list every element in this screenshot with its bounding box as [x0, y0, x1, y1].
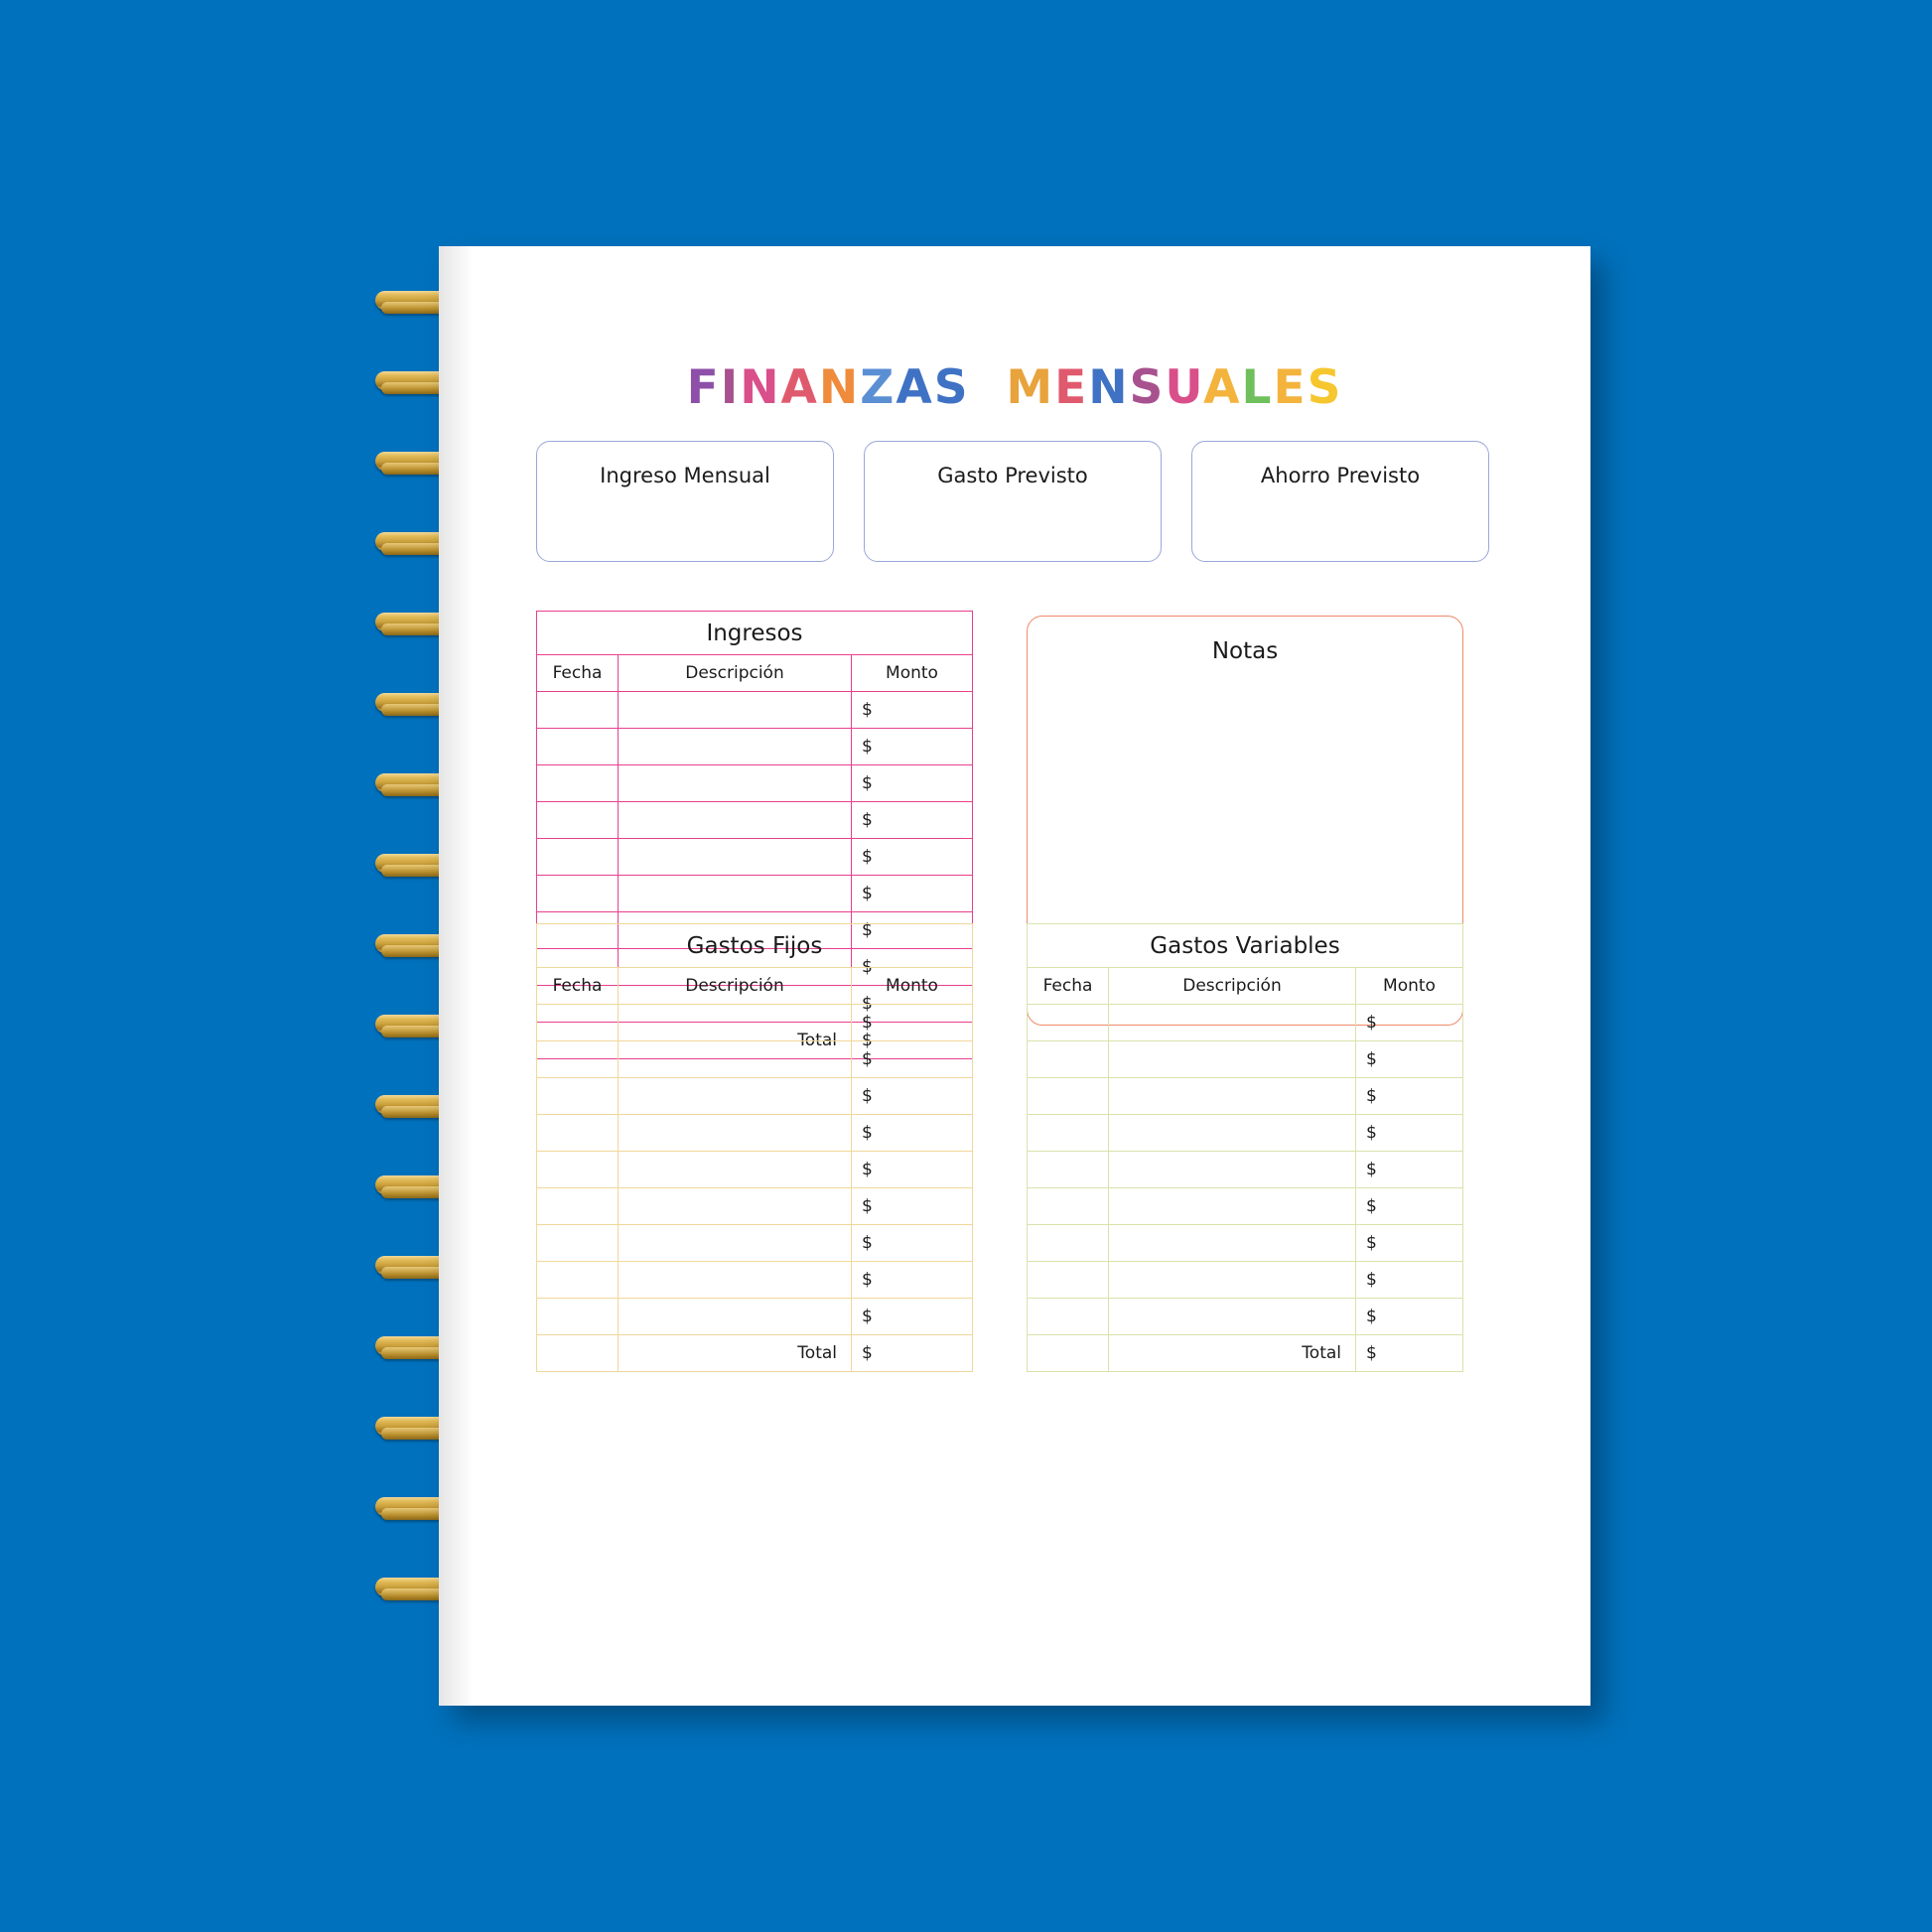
- table-row: [1028, 1188, 1463, 1225]
- cell-fecha[interactable]: [1028, 1188, 1109, 1225]
- total-label: Total: [1109, 1335, 1356, 1372]
- table-row: [1028, 1262, 1463, 1299]
- cell-monto[interactable]: $: [852, 1041, 973, 1078]
- title-letter: [970, 360, 1007, 415]
- cell-fecha[interactable]: [537, 1299, 619, 1335]
- cell-monto[interactable]: $: [852, 729, 973, 765]
- cell-monto[interactable]: $: [852, 839, 973, 876]
- notes-title: Notas: [1211, 638, 1279, 664]
- cell-monto[interactable]: $: [852, 802, 973, 839]
- cell-monto[interactable]: $: [852, 765, 973, 802]
- table-row: [537, 1262, 973, 1299]
- title-letter: S: [1307, 360, 1343, 415]
- column-header-monto: Monto: [852, 968, 973, 1005]
- table-gastos-variables: [1027, 923, 1463, 1372]
- table-row: [1028, 1115, 1463, 1152]
- table-ingresos-title: Ingresos: [536, 611, 973, 654]
- cell-descripcion[interactable]: [619, 1299, 852, 1335]
- table-row: [537, 1005, 973, 1041]
- cell-monto[interactable]: $: [1356, 1115, 1463, 1152]
- cell-descripcion[interactable]: [619, 765, 852, 802]
- table-row: [537, 1299, 973, 1335]
- column-header-monto: Monto: [1356, 968, 1463, 1005]
- table-gastos-variables-title: Gastos Variables: [1027, 923, 1463, 967]
- cell-fecha[interactable]: [537, 692, 619, 729]
- cell-monto[interactable]: $: [852, 949, 973, 986]
- cell-monto[interactable]: $: [1356, 1005, 1463, 1041]
- table-row: [1028, 1078, 1463, 1115]
- title-letter: F: [686, 360, 721, 415]
- cell-fecha[interactable]: [537, 802, 619, 839]
- cell-monto[interactable]: $: [852, 1188, 973, 1225]
- cell-monto[interactable]: $: [852, 1078, 973, 1115]
- cell-fecha[interactable]: [1028, 1225, 1109, 1262]
- cell-descripcion[interactable]: [619, 802, 852, 839]
- cell-descripcion[interactable]: [619, 1078, 852, 1115]
- cell-monto[interactable]: $: [1356, 1152, 1463, 1188]
- cell-fecha[interactable]: [1028, 1262, 1109, 1299]
- table-row: [537, 729, 973, 765]
- cell-descripcion[interactable]: [619, 1041, 852, 1078]
- cell-descripcion[interactable]: [1109, 1188, 1356, 1225]
- title-letter: N: [1088, 360, 1130, 415]
- cell-monto[interactable]: $: [852, 1005, 973, 1041]
- page-title: [439, 360, 1590, 415]
- summary-boxes: [536, 441, 1489, 562]
- cell-descripcion[interactable]: [1109, 1225, 1356, 1262]
- table-row: [537, 765, 973, 802]
- table-row: [1028, 1041, 1463, 1078]
- total-label: Total: [619, 1335, 852, 1372]
- cell-fecha[interactable]: [537, 839, 619, 876]
- cell-monto[interactable]: $: [852, 1152, 973, 1188]
- summary-box-gasto-previsto[interactable]: [864, 441, 1162, 562]
- table-row: [537, 1041, 973, 1078]
- cell-descripcion[interactable]: [1109, 1005, 1356, 1041]
- cell-monto[interactable]: $: [1356, 1299, 1463, 1335]
- cell-fecha[interactable]: [1028, 1115, 1109, 1152]
- cell-monto[interactable]: $: [1356, 1041, 1463, 1078]
- title-letter: S: [933, 360, 970, 415]
- cell-descripcion[interactable]: [1109, 1078, 1356, 1115]
- table-total-row: [1028, 1335, 1463, 1372]
- column-header-fecha: Fecha: [537, 968, 619, 1005]
- cell-monto[interactable]: $: [1356, 1188, 1463, 1225]
- column-header-fecha: Fecha: [1028, 968, 1109, 1005]
- title-letter: N: [818, 360, 861, 415]
- cell-monto[interactable]: $: [1356, 1078, 1463, 1115]
- title-letter: I: [720, 360, 741, 415]
- title-letter: E: [1054, 360, 1089, 415]
- cell-monto[interactable]: $: [852, 1262, 973, 1299]
- table-row: [537, 1115, 973, 1152]
- column-header-fecha: Fecha: [537, 655, 619, 692]
- cell-descripcion[interactable]: [619, 1152, 852, 1188]
- cell-monto[interactable]: $: [852, 692, 973, 729]
- cell-descripcion[interactable]: [619, 729, 852, 765]
- cell-descripcion[interactable]: [619, 1115, 852, 1152]
- title-letter: L: [1241, 360, 1274, 415]
- cell-fecha[interactable]: [537, 1225, 619, 1262]
- total-label: Total: [619, 1023, 852, 1059]
- summary-box-label: Ingreso Mensual: [600, 464, 770, 487]
- title-letter: N: [740, 360, 781, 415]
- cell-fecha[interactable]: [537, 876, 619, 912]
- cell-descripcion[interactable]: [619, 1005, 852, 1041]
- title-letter: A: [780, 360, 819, 415]
- total-value[interactable]: $: [1356, 1335, 1463, 1372]
- cell-fecha[interactable]: [1028, 1299, 1109, 1335]
- column-header-descripcion: Descripción: [619, 968, 852, 1005]
- cell-fecha[interactable]: [537, 1005, 619, 1041]
- table-row: [537, 839, 973, 876]
- cell-monto[interactable]: $: [852, 876, 973, 912]
- summary-box-label: Ahorro Previsto: [1260, 464, 1421, 487]
- cell-descripcion[interactable]: [1109, 1262, 1356, 1299]
- column-header-descripcion: Descripción: [619, 655, 852, 692]
- title-letter: M: [1006, 360, 1055, 415]
- table-gastos-fijos-title: Gastos Fijos: [536, 923, 973, 967]
- table-row: [537, 1078, 973, 1115]
- cell-descripcion[interactable]: [619, 1225, 852, 1262]
- cell-monto[interactable]: $: [852, 1299, 973, 1335]
- table-row: [1028, 1299, 1463, 1335]
- table-row: [537, 1225, 973, 1262]
- cell-descripcion[interactable]: [619, 1188, 852, 1225]
- cell-descripcion[interactable]: [1109, 1115, 1356, 1152]
- table-gastos-fijos-body: [537, 1005, 973, 1335]
- title-letter: Z: [860, 360, 897, 415]
- cell-fecha[interactable]: [537, 1188, 619, 1225]
- table-row: [1028, 1005, 1463, 1041]
- table-row: [537, 802, 973, 839]
- table-gastos-variables-body: [1028, 1005, 1463, 1335]
- cell-descripcion[interactable]: [619, 839, 852, 876]
- table-gastos-fijos-grid: [536, 967, 973, 1372]
- cell-descripcion[interactable]: [1109, 1041, 1356, 1078]
- cell-fecha[interactable]: [537, 1262, 619, 1299]
- cell-fecha[interactable]: [537, 729, 619, 765]
- table-row: [1028, 1152, 1463, 1188]
- cell-fecha[interactable]: [537, 765, 619, 802]
- cell-descripcion[interactable]: [1109, 1299, 1356, 1335]
- title-letter: E: [1273, 360, 1308, 415]
- table-row: [537, 1188, 973, 1225]
- cell-fecha[interactable]: [537, 1041, 619, 1078]
- title-letter: A: [896, 360, 934, 415]
- table-header-row: [537, 655, 973, 692]
- summary-box-label: Gasto Previsto: [937, 464, 1088, 487]
- cell-descripcion[interactable]: [1109, 1152, 1356, 1188]
- table-header-row: [1028, 968, 1463, 1005]
- summary-box-ingreso-mensual[interactable]: [536, 441, 834, 562]
- total-spacer[interactable]: [1028, 1335, 1109, 1372]
- table-row: [1028, 1225, 1463, 1262]
- table-row: [537, 876, 973, 912]
- cell-descripcion[interactable]: [619, 876, 852, 912]
- column-header-descripcion: Descripción: [1109, 968, 1356, 1005]
- table-gastos-fijos: [536, 923, 973, 1372]
- title-letter: U: [1165, 360, 1204, 415]
- cell-monto[interactable]: $: [852, 986, 973, 1023]
- cell-monto[interactable]: $: [1356, 1262, 1463, 1299]
- cell-fecha[interactable]: [1028, 1078, 1109, 1115]
- table-row: [537, 692, 973, 729]
- cell-monto[interactable]: $: [852, 1115, 973, 1152]
- cell-fecha[interactable]: [537, 1115, 619, 1152]
- total-value[interactable]: $: [852, 1023, 973, 1059]
- title-letter: A: [1203, 360, 1242, 415]
- cell-fecha[interactable]: [1028, 1041, 1109, 1078]
- table-total-row: [537, 1335, 973, 1372]
- cell-fecha[interactable]: [537, 1078, 619, 1115]
- table-row: [537, 1152, 973, 1188]
- cell-fecha[interactable]: [1028, 1152, 1109, 1188]
- total-spacer[interactable]: [537, 1335, 619, 1372]
- cell-descripcion[interactable]: [619, 692, 852, 729]
- total-value[interactable]: $: [852, 1335, 973, 1372]
- notebook-page: [439, 246, 1590, 1706]
- table-header-row: [537, 968, 973, 1005]
- column-header-monto: Monto: [852, 655, 973, 692]
- cell-descripcion[interactable]: [619, 1262, 852, 1299]
- summary-box-ahorro-previsto[interactable]: [1191, 441, 1489, 562]
- table-gastos-variables-grid: [1027, 967, 1463, 1372]
- cell-fecha[interactable]: [1028, 1005, 1109, 1041]
- cell-fecha[interactable]: [537, 1152, 619, 1188]
- cell-monto[interactable]: $: [1356, 1225, 1463, 1262]
- title-letter: S: [1129, 360, 1166, 415]
- cell-monto[interactable]: $: [852, 912, 973, 949]
- cell-monto[interactable]: $: [852, 1225, 973, 1262]
